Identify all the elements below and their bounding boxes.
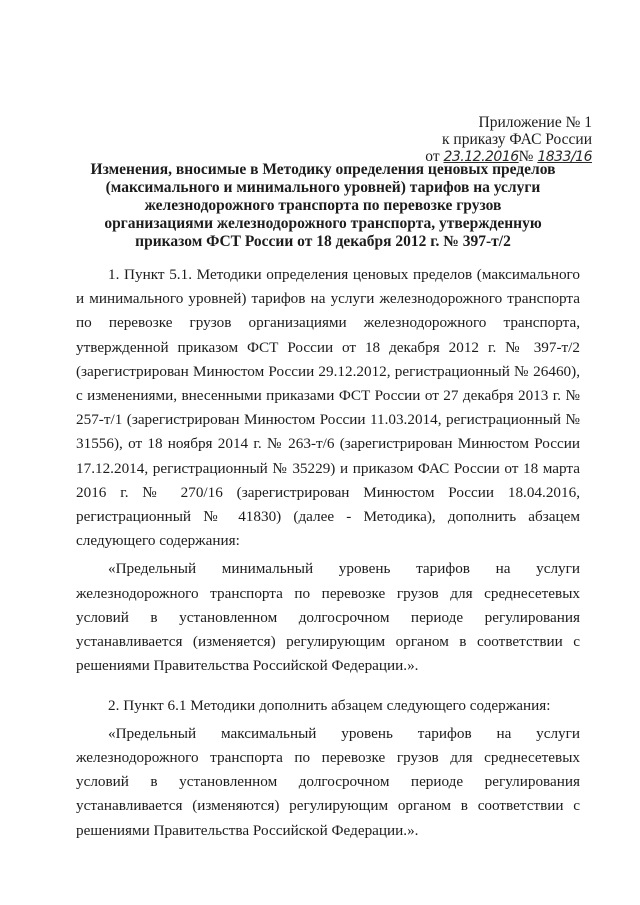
title-line: (максимального и минимального уровней) тарифов на услуги xyxy=(105,179,541,196)
order-reference: к приказу ФАС России xyxy=(442,131,592,148)
handwritten-number: 1833/16 xyxy=(537,149,592,165)
quote-paragraph-2: «Предельный максимальный уровень тарифов на услуги железнодорожного транспорта по перевозке грузов для среднесетевых условий в установленном долгосрочном периоде регулирования устанавливается (изменяются) регулирующим органом в соответствии с решениями Правительства Российской Федерации.». xyxy=(76,724,580,839)
title-line: организациями железнодорожного транспорта, утвержденную xyxy=(104,215,542,232)
title-line: приказом ФСТ России от 18 декабря 2012 г. № 397-т/2 xyxy=(135,233,511,250)
document-title xyxy=(82,161,564,251)
document-body xyxy=(76,263,580,858)
appendix-label: Приложение № 1 xyxy=(478,114,592,131)
title-line: Изменения, вносимые в Методику определения ценовых пределов xyxy=(90,161,556,178)
number-prefix: № xyxy=(518,148,534,165)
paragraph-item-2: 2. Пункт 6.1 Методики дополнить абзацем следующего содержания: xyxy=(108,696,551,714)
appendix-block xyxy=(392,114,592,166)
title-line: железнодорожного транспорта по перевозке грузов xyxy=(144,197,502,214)
handwritten-date: 23.12.2016 xyxy=(443,149,519,165)
date-prefix: от xyxy=(425,148,440,165)
quote-paragraph-1: «Предельный минимальный уровень тарифов на услуги железнодорожного транспорта по перевозке грузов для среднесетевых условий в установленном долгосрочном периоде регулирования устанавливается (изменяется) регулирующим органом в соответствии с решениями Правительства Российской Федерации.». xyxy=(76,560,580,675)
paragraph-item-1: 1. Пункт 5.1. Методики определения ценовых пределов (максимального и минимального уровней) тарифов на услуги железнодорожного транспорта по перевозке грузов организациями железнодорожного транспорта, утвержденной приказом ФСТ России от 18 декабря 2012 г. № 397-т/2 (зарегистрирован Минюстом России 29.12.2012, регистрационный № 26460), с изменениями, внесенными приказами ФСТ России от 27 декабря 2013 г. № 257-т/1 (зарегистрирован Минюстом России 11.03.2014, регистрационный № 31556), от 18 ноября 2014 г. № 263-т/6 (зарегистрирован Минюстом России 17.12.2014, регистрационный № 35229) и приказом ФАС России от 18 марта 2016 г. № 270/16 (зарегистрирован Минюстом России 18.04.2016, регистрационный № 41830) (далее - Методика), дополнить абзацем следующего содержания: xyxy=(76,266,580,550)
